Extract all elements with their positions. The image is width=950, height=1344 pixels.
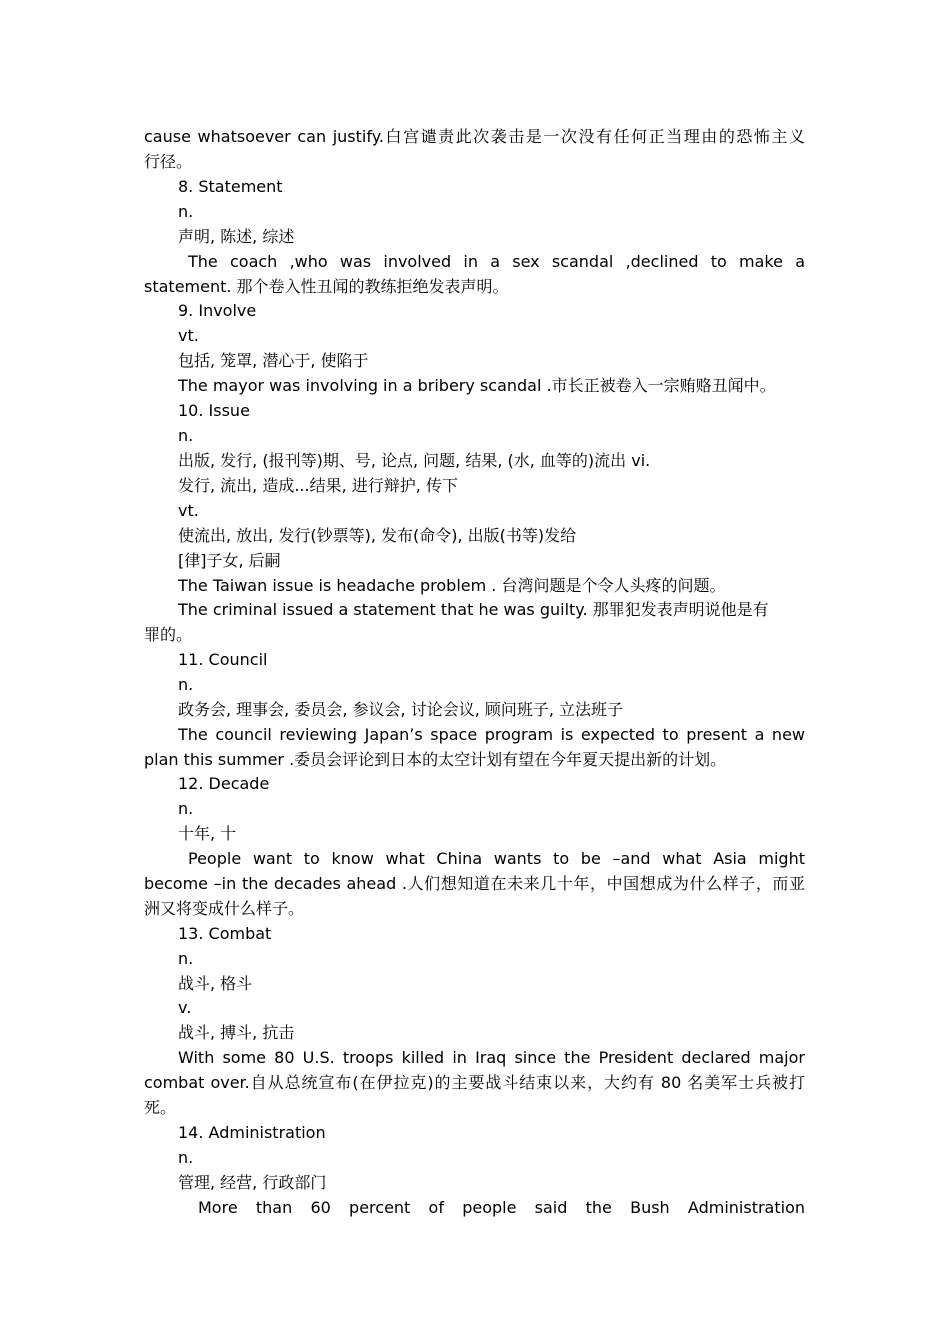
example-sentence: With some 80 U.S. troops killed in Iraq since the President declared major [178, 1048, 805, 1067]
definition: 十年, 十 [178, 824, 237, 843]
definition: 出版, 发行, (报刊等)期、号, 论点, 问题, 结果, (水, 血等的)流出 vi. [178, 451, 651, 470]
entry-heading: 12. Decade [178, 774, 270, 793]
part-of-speech: n. [178, 426, 194, 445]
example-sentence: become –in the decades ahead .人们想知道在未来几十年，中国想成为什么样子，而亚 [144, 874, 805, 893]
part-of-speech: n. [178, 799, 194, 818]
entry-heading: 10. Issue [178, 401, 250, 420]
text-line: 行径。 [144, 152, 193, 171]
definition: 包括, 笼罩, 潜心于, 使陷于 [178, 351, 369, 370]
definition: 声明, 陈述, 综述 [178, 227, 295, 246]
part-of-speech: v. [178, 998, 192, 1017]
example-sentence: plan this summer .委员会评论到日本的太空计划有望在今年夏天提出新的计划。 [144, 750, 727, 769]
part-of-speech: n. [178, 1148, 194, 1167]
entry-heading: 8. Statement [178, 177, 283, 196]
example-sentence: The council reviewing Japan’s space program is expected to present a new [178, 725, 805, 744]
entry-heading: 13. Combat [178, 924, 272, 943]
example-sentence: The mayor was involving in a bribery scandal .市长正被卷入一宗贿赂丑闻中。 [178, 376, 776, 395]
example-sentence: The coach ,who was involved in a sex scandal ,declined to make a [188, 252, 805, 271]
example-sentence: The criminal issued a statement that he was guilty. 那罪犯发表声明说他是有 [178, 600, 769, 619]
part-of-speech: n. [178, 675, 194, 694]
example-sentence: statement. 那个卷入性丑闻的教练拒绝发表声明。 [144, 277, 509, 296]
example-sentence: The Taiwan issue is headache problem . 台湾问题是个令人头疼的问题。 [178, 576, 726, 595]
definition: 政务会, 理事会, 委员会, 参议会, 讨论会议, 顾问班子, 立法班子 [178, 700, 624, 719]
example-sentence: 罪的。 [144, 625, 193, 644]
definition: 战斗, 格斗 [178, 974, 253, 993]
entry-heading: 11. Council [178, 650, 268, 669]
entry-heading: 14. Administration [178, 1123, 326, 1142]
example-sentence: People want to know what China wants to be –and what Asia might [188, 849, 805, 868]
entry-heading: 9. Involve [178, 301, 257, 320]
part-of-speech: vt. [178, 326, 199, 345]
text-line: cause whatsoever can justify.白宫谴责此次袭击是一次没有任何正当理由的恐怖主义 [144, 127, 805, 146]
example-sentence: 死。 [144, 1098, 177, 1117]
part-of-speech: vt. [178, 501, 199, 520]
definition: 发行, 流出, 造成...结果, 进行辩护, 传下 [178, 476, 458, 495]
definition: 战斗, 搏斗, 抗击 [178, 1023, 295, 1042]
example-sentence: combat over.自从总统宣布(在伊拉克)的主要战斗结束以来，大约有 80 名美军士兵被打 [144, 1073, 805, 1092]
example-sentence: 洲又将变成什么样子。 [144, 899, 305, 918]
example-sentence: More than 60 percent of people said the Bush Administration [198, 1198, 805, 1217]
definition: 管理, 经营, 行政部门 [178, 1173, 327, 1192]
definition: [律]子女, 后嗣 [178, 551, 281, 570]
part-of-speech: n. [178, 949, 194, 968]
definition: 使流出, 放出, 发行(钞票等), 发布(命令), 出版(书等)发给 [178, 526, 577, 545]
part-of-speech: n. [178, 202, 194, 221]
